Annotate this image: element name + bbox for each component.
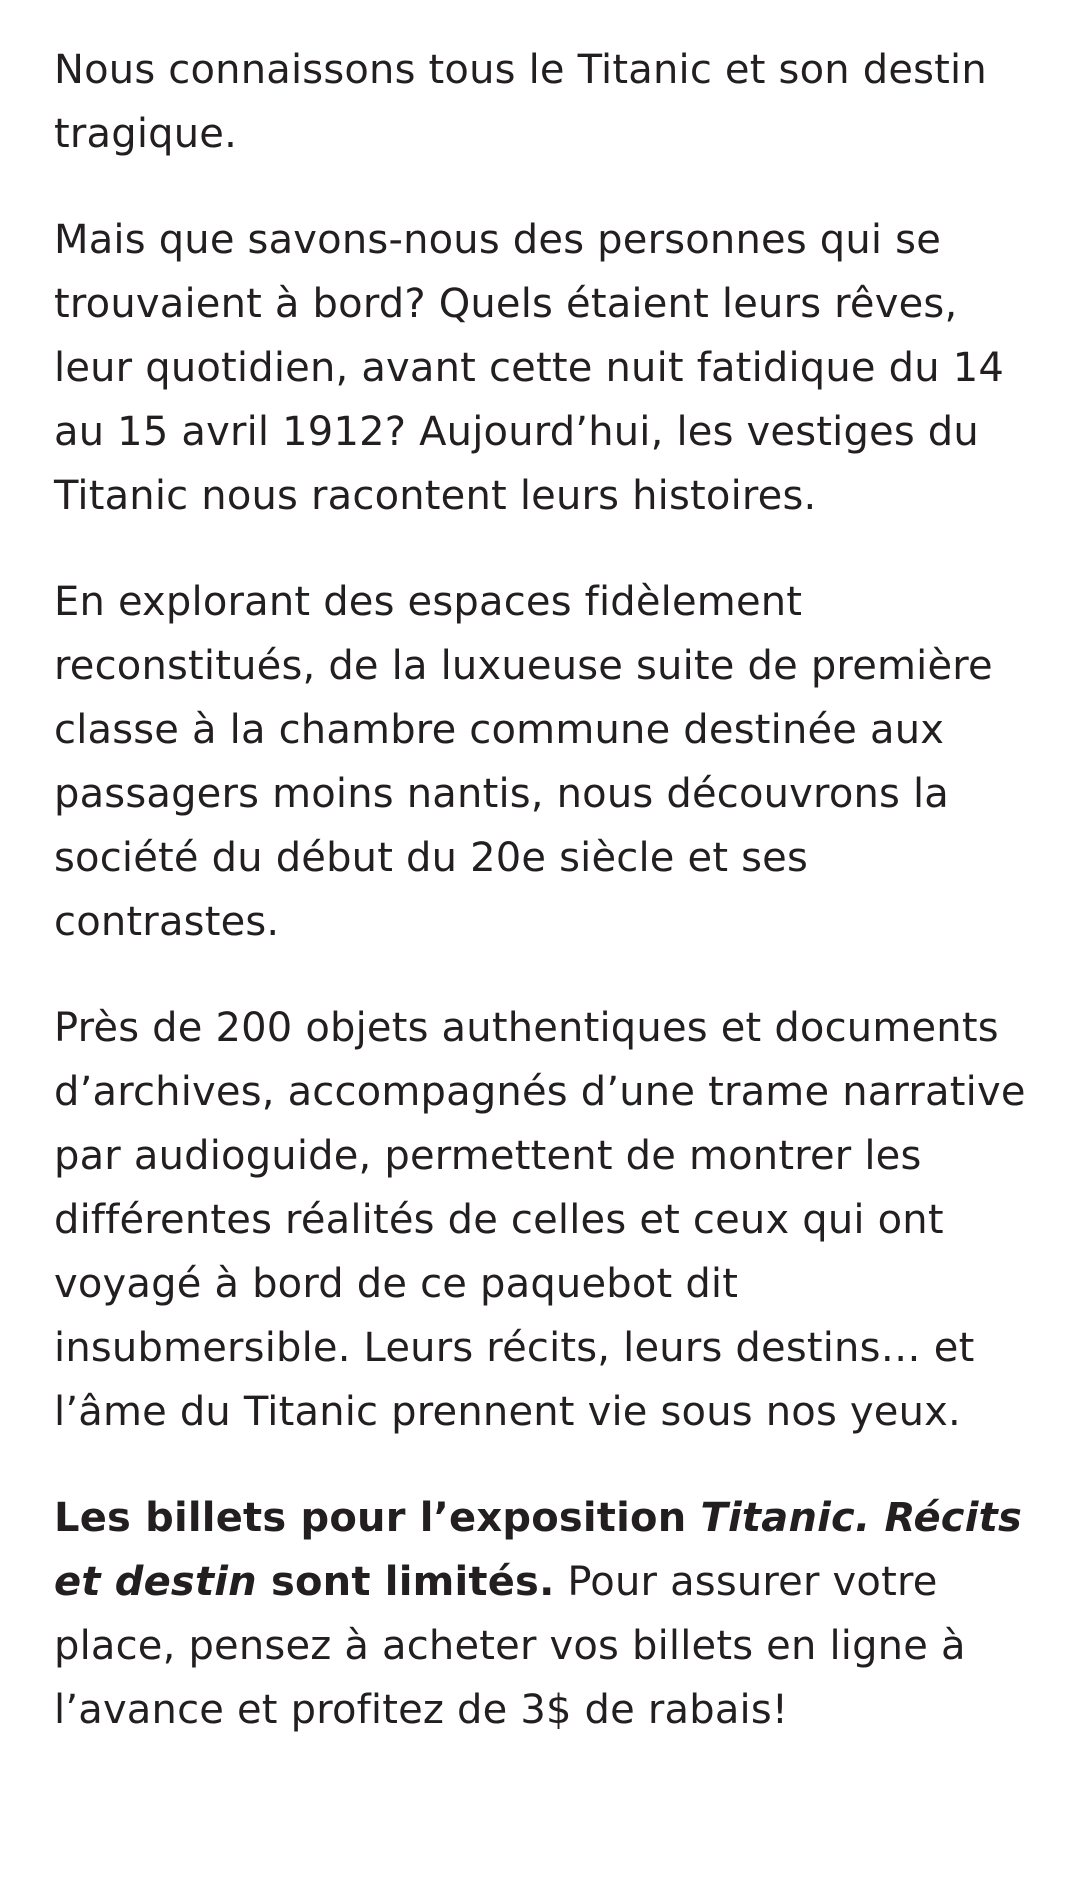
tickets-paragraph [54, 1486, 1026, 1742]
intro-paragraph: Nous connaissons tous le Titanic et son destin tragique. [54, 47, 987, 157]
tickets-rest-text: Pour assurer votre place, pensez à acheter vos billets en ligne à l’avance et profitez de 3$ de rabais! [54, 1559, 966, 1733]
reconstructed-spaces-paragraph: En explorant des espaces fidèlement reconstitués, de la luxueuse suite de première classe à la chambre commune destinée aux passagers moins nantis, nous découvrons la société du début du 20e siècle et ses contrastes. [54, 579, 993, 945]
tickets-bold-lead: Les billets pour l’exposition [54, 1495, 701, 1541]
exhibition-title: Titanic. Récits et destin [54, 1495, 1022, 1605]
tickets-bold-tail: sont limités. [256, 1559, 555, 1605]
passengers-paragraph: Mais que savons-nous des personnes qui se trouvaient à bord? Quels étaient leurs rêves, leur quotidien, avant cette nuit fatidique du 14 au 15 avril 1912? Aujourd’hui, les vestiges du Titanic nous racontent leurs histoires. [54, 217, 1005, 519]
artifacts-paragraph: Près de 200 objets authentiques et documents d’archives, accompagnés d’une trame narrative par audioguide, permettent de montrer les différentes réalités de celles et ceux qui ont voyagé à bord de ce paquebot dit insubmersible. Leurs récits, leurs destins… et l’âme du Titanic prennent vie sous nos yeux. [54, 1005, 1026, 1435]
